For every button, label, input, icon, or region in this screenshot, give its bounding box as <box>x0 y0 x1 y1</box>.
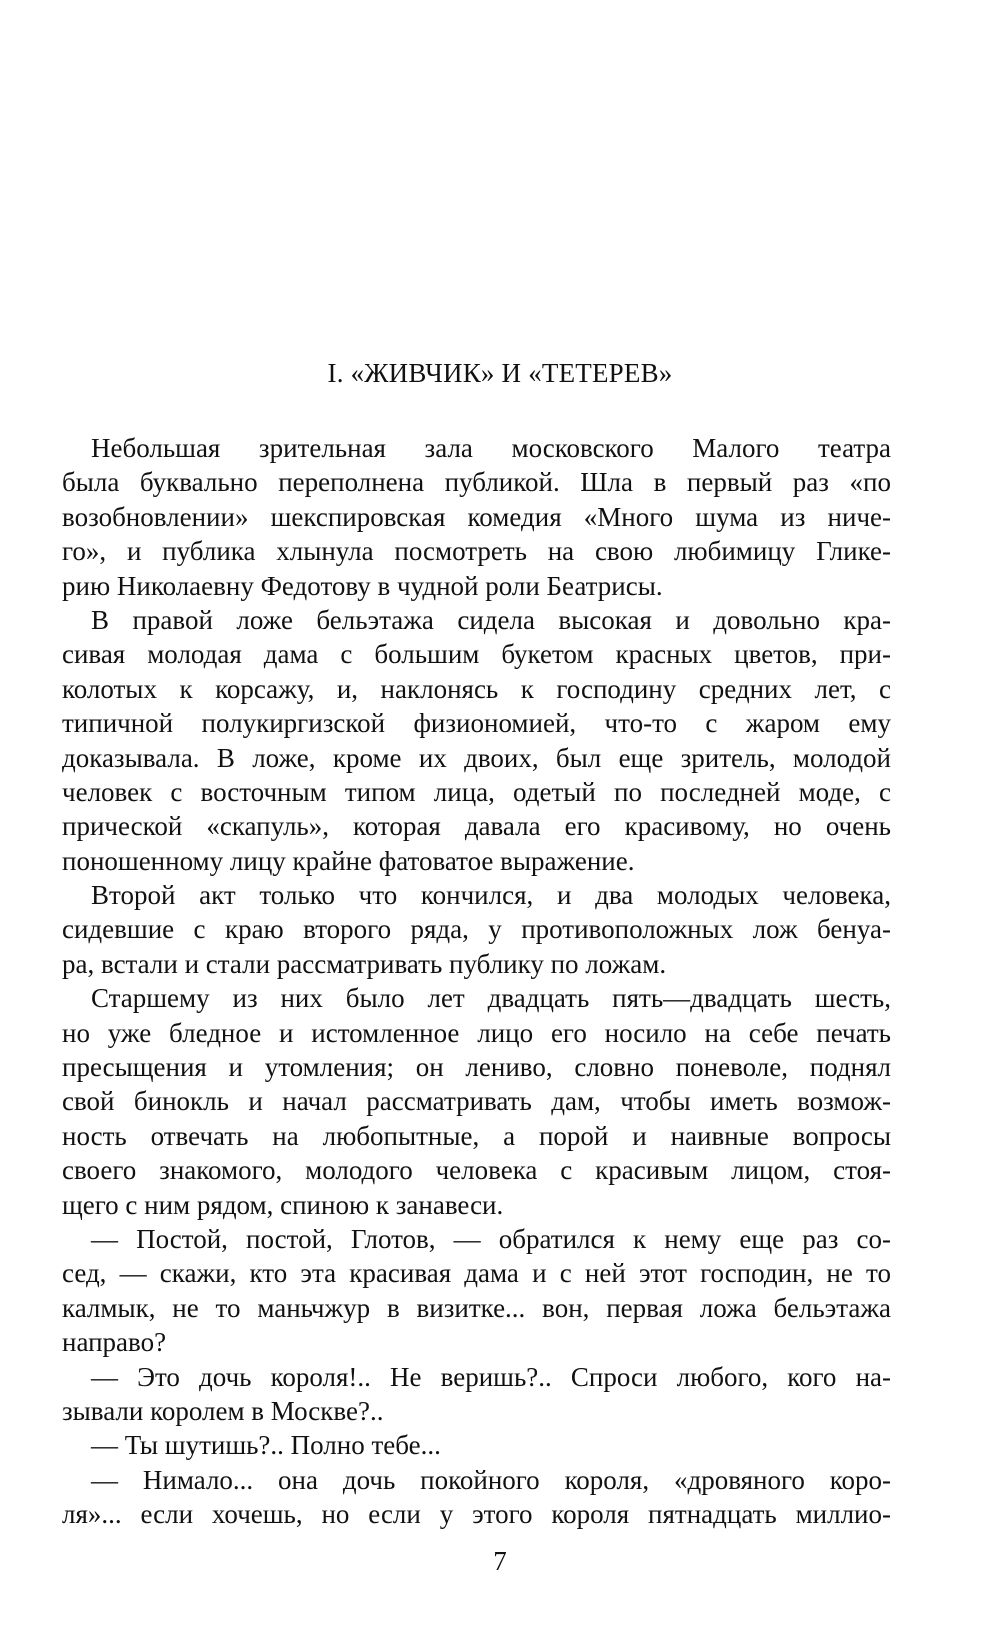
text-line: калмык, не то маньчжур в визитке... вон, первая ложа бельэтажа <box>62 1292 891 1323</box>
text-line: — Нимало... она дочь покойного короля, «дровяного коро- <box>91 1464 891 1495</box>
text-line: го», и публика хлынула посмотреть на свою любимицу Глике- <box>62 536 891 567</box>
text-line: пресыщения и утомления; он лениво, словно поневоле, поднял <box>62 1052 891 1083</box>
text-line: Старшему из них было лет двадцать пять—двадцать шесть, <box>91 983 891 1014</box>
text-line: человек с восточным типом лица, одетый по последней моде, с <box>62 776 891 807</box>
text-line: доказывала. В ложе, кроме их двоих, был еще зритель, молодой <box>62 742 891 773</box>
text-line: щего с ним рядом, спиною к занавеси. <box>62 1189 504 1220</box>
chapter-title: I. «ЖИВЧИК» И «ТЕТЕРЕВ» <box>327 358 673 388</box>
text-line: зывали королем в Москве?.. <box>62 1395 384 1426</box>
text-line: — Ты шутишь?.. Полно тебе... <box>91 1430 441 1461</box>
text-line: Небольшая зрительная зала московского Малого театра <box>91 433 891 463</box>
text-line: свой бинокль и начал рассматривать дам, чтобы иметь возмож- <box>62 1086 891 1117</box>
text-line: — Это дочь короля!.. Не веришь?.. Спроси любого, кого на- <box>91 1361 891 1392</box>
text-line: ра, встали и стали рассматривать публику по ложам. <box>62 948 667 979</box>
text-line: своего знакомого, молодого человека с красивым лицом, стоя- <box>62 1155 891 1186</box>
text-line: Второй акт только что кончился, и два молодых человека, <box>91 880 891 911</box>
text-line: сидевшие с краю второго ряда, у противоположных лож бенуа- <box>62 914 891 945</box>
text-line: рию Николаевну Федотову в чудной роли Беатрисы. <box>62 570 663 601</box>
text-line: ность отвечать на любопытные, а порой и наивные вопросы <box>62 1120 891 1151</box>
text-line: прической «скапуль», которая давала его красивому, но очень <box>62 811 891 842</box>
text-line: но уже бледное и истомленное лицо его носило на себе печать <box>62 1017 891 1048</box>
body-text <box>62 431 891 1532</box>
text-line: сед, — скажи, кто эта красивая дама и с ней этот господин, не то <box>62 1258 891 1289</box>
text-line: поношенному лицу крайне фатоватое выражение. <box>62 845 635 876</box>
text-line: колотых к корсажу, и, наклонясь к господину средних лет, с <box>62 673 891 704</box>
text-line: сивая молодая дама с большим букетом красных цветов, при- <box>62 639 891 670</box>
text-line: направо? <box>62 1327 167 1358</box>
text-line: была буквально переполнена публикой. Шла в первый раз «по <box>62 467 891 498</box>
text-line: возобновлении» шекспировская комедия «Много шума из ниче- <box>62 501 891 532</box>
text-line: — Постой, постой, Глотов, — обратился к нему еще раз со- <box>91 1223 891 1254</box>
page-number: 7 <box>493 1546 507 1576</box>
text-line: ля»... если хочешь, но если у этого короля пятнадцать миллио- <box>62 1499 891 1530</box>
text-line: В правой ложе бельэтажа сидела высокая и довольно кра- <box>91 604 891 635</box>
text-line: типичной полукиргизской физиономией, что-то с жаром ему <box>62 708 891 739</box>
